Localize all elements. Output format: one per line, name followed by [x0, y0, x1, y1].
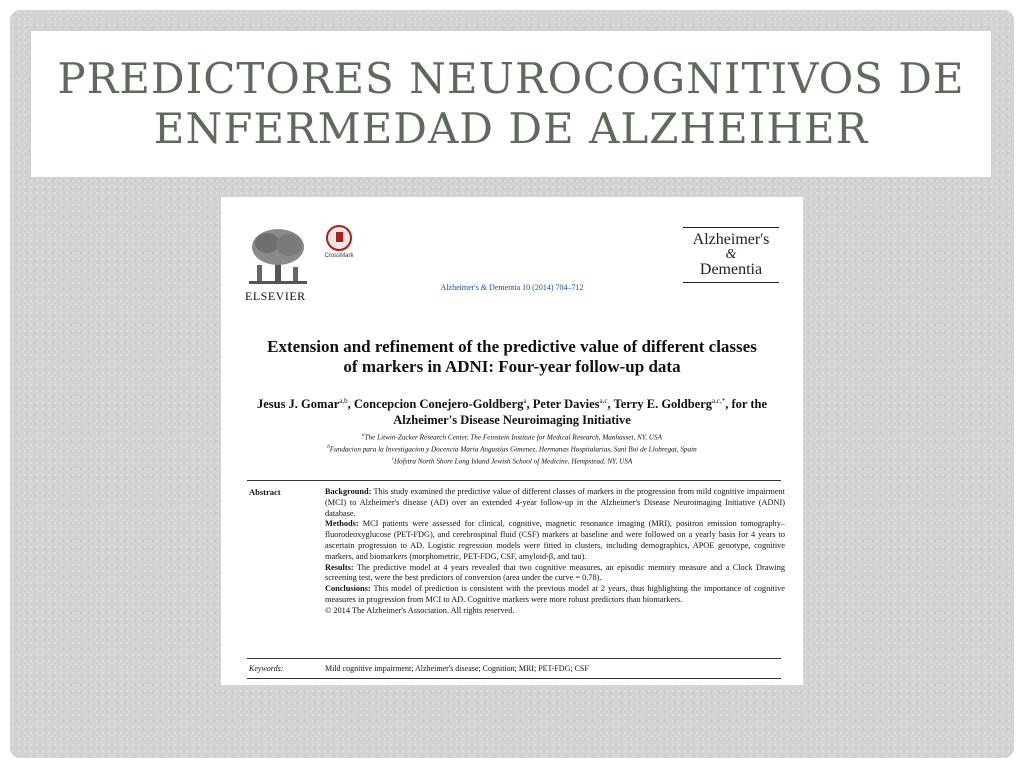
abstract-label: Abstract — [249, 487, 281, 497]
author-name: Terry E. Goldberg — [613, 397, 713, 412]
journal-logo-line-1: Alzheimer's — [692, 231, 770, 248]
paper-title — [221, 337, 803, 377]
journal-logo-line-2: Dementia — [699, 261, 763, 278]
elsevier-tree-icon — [245, 225, 311, 287]
author-affil-sup: a,b — [339, 397, 348, 405]
affiliation-item: $^a$The Litwin-Zucker Research Center, The Feinstein Institute for Medical Research, Manhasset, NY, USA — [362, 433, 662, 442]
crossmark-label: CrossMark — [324, 253, 354, 259]
author-affil-sup: a,c — [599, 397, 608, 405]
affiliation-item: $^b$Fundacion para la Investigacion y Docencia Maria Angustias Gimenez, Hermanas Hospitalarias, Sant Boi de Llobregat, Spain — [327, 444, 697, 454]
affiliation-item: $^c$Hofstra North Shore Long Island Jewish School of Medicine, Hempstead, NY, USA — [391, 456, 633, 466]
slide-title-line-2: ENFERMEDAD DE ALZHEIHER — [153, 104, 869, 153]
keywords-value: Mild cognitive impairment; Alzheimer's disease; Cognition; MRI; PET-FDG; CSF — [325, 664, 589, 673]
abstract-body — [325, 487, 785, 617]
abstract-background: Background: This study examined the predictive value of different classes of markers in the progression from mild cognitive impairment (MCI) to Alzheimer's disease (AD) over an extended 4-year follow-up in the Alzheimer's Disease Neuroimaging Initiative (ADNI) database. — [325, 487, 785, 518]
author-list — [221, 393, 803, 428]
keywords-label: Keywords: — [249, 664, 284, 673]
author-affil-sup: a,c, — [712, 397, 722, 405]
crossmark-badge — [321, 225, 357, 259]
author-line-2: Alzheimer's Disease Neuroimaging Initiative — [393, 413, 631, 428]
elsevier-logo — [245, 225, 315, 304]
abstract-methods: Methods: MCI patients were assessed for clinical, cognitive, magnetic resonance imaging (MRI), positron emission tomography–fluorodeoxyglucose (PET-FDG), and cerebrospinal fluid (CSF) markers at baseline and were followed on a yearly basis for 4 years to ascertain progression to AD. Logistic regression models were fitted in clusters, including demographics, APOE genotype, cognitive markers, and biomarkers (morphometric, PET-FDG, CSF, amyloid-β, and tau). — [325, 519, 785, 561]
keywords-top-rule — [247, 658, 781, 659]
slide-title-box — [30, 30, 992, 178]
slide-title-line-1: PREDICTORES NEUROCOGNITIVOS DE — [57, 54, 965, 103]
author-affil-sup: a — [523, 397, 527, 405]
paper-title-line-1: Extension and refinement of the predictive value of different classes — [267, 337, 757, 356]
abstract-results: Results: The predictive model at 4 years revealed that two cognitive measures, an episodic memory measure and a Clock Drawing screening test, were the best predictors of conversion (area under the curve = 0.78). — [325, 562, 785, 583]
author-line-tail: for the — [731, 397, 768, 412]
crossmark-icon — [326, 225, 352, 251]
author-name: Concepcion Conejero-Goldberg — [353, 397, 524, 412]
abstract-conclusions: Conclusions: This model of prediction is consistent with the previous model at 2 years, thus highlighting the importance of cognitive measures in progression from MCI to AD. Cognitive markers were more robust predictors than biomarkers. — [325, 584, 785, 604]
journal-logo-ampersand: & — [725, 247, 737, 262]
corresponding-author-asterisk-icon: * — [721, 397, 726, 405]
author-name: Jesus J. Gomar — [256, 397, 340, 412]
journal-logo — [683, 227, 779, 283]
paper-title-line-2: of markers in ADNI: Four-year follow-up data — [343, 357, 681, 376]
affiliations — [221, 431, 803, 467]
abstract-copyright: © 2014 The Alzheimer's Association. All rights reserved. — [325, 605, 515, 615]
journal-citation: Alzheimer's & Dementia 10 (2014) 704–712 — [440, 283, 584, 292]
abstract-top-rule — [247, 480, 781, 481]
keywords-bottom-rule — [247, 678, 781, 679]
author-line-1: Jesus J. Gomar$^{a,b}$, Concepcion Conejero-Goldberg$^a$, Peter Davies$^{a,c}$, Terry E. Goldberg$^{a,c,*}$, for the — [256, 397, 768, 412]
author-name: Peter Davies — [532, 397, 600, 412]
paper-page-image — [221, 197, 803, 685]
elsevier-wordmark: ELSEVIER — [245, 289, 306, 303]
